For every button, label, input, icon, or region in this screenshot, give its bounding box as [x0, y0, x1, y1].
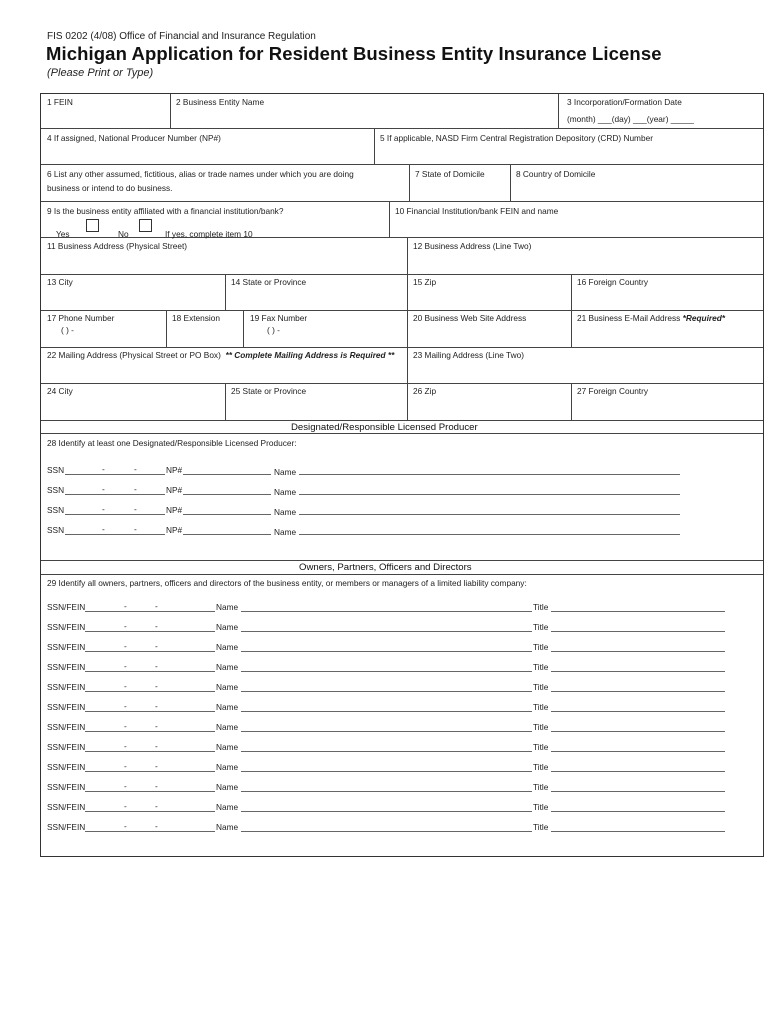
np-label: NP#	[166, 525, 183, 535]
owner-name-field[interactable]	[241, 631, 532, 632]
bank-affiliation-question: 9 Is the business entity affiliated with a financial institution/bank?	[47, 206, 284, 216]
ssn-fein-dash: -	[155, 661, 158, 671]
fax-number-format[interactable]: ( ) -	[267, 325, 280, 335]
application-form	[40, 93, 764, 857]
ssn-fein-label: SSN/FEIN	[47, 642, 86, 652]
owner-name-label: Name	[216, 722, 239, 732]
country-of-domicile-label: 8 Country of Domicile	[516, 169, 596, 179]
owner-title-field[interactable]	[551, 631, 725, 632]
owner-name-field[interactable]	[241, 751, 532, 752]
owner-name-field[interactable]	[241, 671, 532, 672]
ssn-fein-field[interactable]	[85, 791, 215, 792]
email-required-note: *Required*	[682, 313, 726, 323]
name-label: Name	[274, 487, 297, 497]
ssn-fein-label: SSN/FEIN	[47, 762, 86, 772]
ssn-fein-dash: -	[155, 601, 158, 611]
owner-name-label: Name	[216, 782, 239, 792]
ssn-fein-dash: -	[124, 781, 127, 791]
state-of-domicile-label: 7 State of Domicile	[415, 169, 485, 179]
ssn-fein-label: SSN/FEIN	[47, 702, 86, 712]
page-subtitle: (Please Print or Type)	[47, 67, 154, 79]
state-province-label: 14 State or Province	[231, 277, 307, 287]
ssn-fein-dash: -	[124, 641, 127, 651]
mailing-address-line2-label: 23 Mailing Address (Line Two)	[413, 350, 524, 360]
mailing-address-label-text: 22 Mailing Address (Physical Street or PO Box)	[47, 350, 221, 360]
owner-title-field[interactable]	[551, 771, 725, 772]
ssn-fein-dash: -	[124, 701, 127, 711]
name-field[interactable]	[299, 514, 680, 515]
no-checkbox[interactable]	[139, 219, 152, 232]
national-producer-number-label: 4 If assigned, National Producer Number (NP#)	[47, 133, 221, 143]
owner-name-label: Name	[216, 762, 239, 772]
owner-name-field[interactable]	[241, 791, 532, 792]
ssn-fein-dash: -	[155, 741, 158, 751]
owner-title-label: Title	[533, 722, 549, 732]
zip-label: 15 Zip	[413, 277, 437, 287]
foreign-country-label: 16 Foreign Country	[577, 277, 649, 287]
owner-title-label: Title	[533, 742, 549, 752]
owner-name-label: Name	[216, 602, 239, 612]
np-field[interactable]	[183, 514, 271, 515]
mailing-country-label: 27 Foreign Country	[577, 386, 649, 396]
owner-title-field[interactable]	[551, 711, 725, 712]
ssn-field[interactable]	[65, 514, 165, 515]
ssn-fein-dash: -	[155, 641, 158, 651]
ssn-dash: -	[102, 524, 105, 534]
owner-title-field[interactable]	[551, 691, 725, 692]
ssn-fein-dash: -	[124, 801, 127, 811]
owner-name-field[interactable]	[241, 611, 532, 612]
ssn-fein-dash: -	[155, 821, 158, 831]
ssn-fein-label: SSN/FEIN	[47, 682, 86, 692]
np-label: NP#	[166, 485, 183, 495]
owner-title-label: Title	[533, 602, 549, 612]
ssn-fein-label: SSN/FEIN	[47, 622, 86, 632]
city-label: 13 City	[47, 277, 73, 287]
owner-name-label: Name	[216, 702, 239, 712]
ssn-fein-label: SSN/FEIN	[47, 722, 86, 732]
ssn-fein-field[interactable]	[85, 811, 215, 812]
np-field[interactable]	[183, 474, 271, 475]
email-label-text: 21 Business E-Mail Address	[577, 313, 681, 323]
ssn-field[interactable]	[65, 494, 165, 495]
yes-label: Yes	[56, 229, 70, 239]
ssn-fein-field[interactable]	[85, 731, 215, 732]
ssn-fein-dash: -	[124, 661, 127, 671]
ssn-fein-label: SSN/FEIN	[47, 802, 86, 812]
ssn-fein-dash: -	[155, 681, 158, 691]
business-address-line2-label: 12 Business Address (Line Two)	[413, 241, 532, 251]
financial-institution-label: 10 Financial Institution/bank FEIN and name	[395, 206, 559, 216]
ssn-dash: -	[134, 524, 137, 534]
np-label: NP#	[166, 505, 183, 515]
owner-name-field[interactable]	[241, 651, 532, 652]
owner-title-label: Title	[533, 622, 549, 632]
owners-instruction: 29 Identify all owners, partners, officers and directors of the business entity, or members or managers of a limited liability company:	[47, 578, 527, 588]
owner-title-field[interactable]	[551, 671, 725, 672]
owner-name-label: Name	[216, 622, 239, 632]
ssn-fein-dash: -	[124, 721, 127, 731]
ssn-dash: -	[102, 484, 105, 494]
owner-name-field[interactable]	[241, 691, 532, 692]
ssn-fein-field[interactable]	[85, 651, 215, 652]
ssn-dash: -	[102, 504, 105, 514]
ssn-fein-dash: -	[155, 801, 158, 811]
web-site-label: 20 Business Web Site Address	[413, 313, 527, 323]
owner-title-field[interactable]	[551, 791, 725, 792]
ssn-field[interactable]	[65, 534, 165, 535]
business-entity-name-label: 2 Business Entity Name	[176, 97, 265, 107]
extension-label: 18 Extension	[172, 313, 220, 323]
np-label: NP#	[166, 465, 183, 475]
ssn-dash: -	[134, 484, 137, 494]
ssn-fein-dash: -	[124, 761, 127, 771]
fein-label: 1 FEIN	[47, 97, 73, 107]
ssn-fein-dash: -	[124, 741, 127, 751]
ssn-fein-dash: -	[124, 601, 127, 611]
ssn-fein-dash: -	[155, 721, 158, 731]
ssn-fein-field[interactable]	[85, 831, 215, 832]
owner-title-field[interactable]	[551, 611, 725, 612]
owner-title-label: Title	[533, 802, 549, 812]
owner-name-field[interactable]	[241, 731, 532, 732]
ssn-fein-label: SSN/FEIN	[47, 782, 86, 792]
ssn-fein-dash: -	[124, 681, 127, 691]
ssn-label: SSN	[47, 525, 65, 535]
form-code: FIS 0202 (4/08) Office of Financial and Insurance Regulation	[47, 31, 316, 42]
owner-title-label: Title	[533, 822, 549, 832]
ssn-dash: -	[134, 464, 137, 474]
ssn-fein-field[interactable]	[85, 751, 215, 752]
ssn-label: SSN	[47, 465, 65, 475]
owner-title-field[interactable]	[551, 751, 725, 752]
ssn-fein-field[interactable]	[85, 711, 215, 712]
ssn-fein-dash: -	[155, 781, 158, 791]
ssn-dash: -	[134, 504, 137, 514]
phone-number-format[interactable]: ( ) -	[61, 325, 74, 335]
owner-name-label: Name	[216, 742, 239, 752]
owner-name-field[interactable]	[241, 811, 532, 812]
ssn-fein-dash: -	[124, 621, 127, 631]
owner-title-label: Title	[533, 702, 549, 712]
fax-number-label: 19 Fax Number	[250, 313, 308, 323]
owner-title-label: Title	[533, 662, 549, 672]
name-label: Name	[274, 527, 297, 537]
assumed-names-label: 6 List any other assumed, fictitious, alias or trade names under which you are doing	[47, 169, 354, 179]
owner-title-field[interactable]	[551, 731, 725, 732]
producer-section-title: Designated/Responsible Licensed Producer	[291, 422, 478, 433]
owner-name-field[interactable]	[241, 711, 532, 712]
ssn-fein-label: SSN/FEIN	[47, 602, 86, 612]
mailing-state-label: 25 State or Province	[231, 386, 307, 396]
np-field[interactable]	[183, 534, 271, 535]
name-field[interactable]	[299, 534, 680, 535]
name-label: Name	[274, 467, 297, 477]
mailing-required-note: ** Complete Mailing Address is Required **	[225, 350, 395, 360]
mailing-zip-label: 26 Zip	[413, 386, 437, 396]
owner-name-label: Name	[216, 822, 239, 832]
owner-title-field[interactable]	[551, 811, 725, 812]
ssn-fein-label: SSN/FEIN	[47, 822, 86, 832]
ssn-fein-dash: -	[124, 821, 127, 831]
name-label: Name	[274, 507, 297, 517]
name-field[interactable]	[299, 494, 680, 495]
owner-name-label: Name	[216, 662, 239, 672]
assumed-names-label-line2: business or intend to do business.	[47, 183, 173, 193]
owner-name-label: Name	[216, 642, 239, 652]
ssn-fein-dash: -	[155, 761, 158, 771]
bank-note: If yes, complete item 10	[165, 229, 253, 239]
mailing-city-label: 24 City	[47, 386, 73, 396]
ssn-label: SSN	[47, 505, 65, 515]
ssn-fein-label: SSN/FEIN	[47, 742, 86, 752]
email-label	[577, 313, 725, 323]
ssn-fein-field[interactable]	[85, 671, 215, 672]
yes-checkbox[interactable]	[86, 219, 99, 232]
ssn-fein-dash: -	[155, 701, 158, 711]
page-title: Michigan Application for Resident Business Entity Insurance License	[46, 43, 662, 64]
no-label: No	[118, 229, 129, 239]
ssn-label: SSN	[47, 485, 65, 495]
producer-instruction: 28 Identify at least one Designated/Responsible Licensed Producer:	[47, 438, 297, 448]
business-address-label: 11 Business Address (Physical Street)	[47, 241, 188, 251]
incorporation-date-format[interactable]: (month) ___(day) ___(year) _____	[567, 114, 694, 124]
ssn-fein-field[interactable]	[85, 771, 215, 772]
owner-name-field[interactable]	[241, 831, 532, 832]
ssn-fein-field[interactable]	[85, 611, 215, 612]
ssn-fein-field[interactable]	[85, 691, 215, 692]
ssn-fein-dash: -	[155, 621, 158, 631]
owner-title-field[interactable]	[551, 651, 725, 652]
owner-title-label: Title	[533, 782, 549, 792]
owner-name-label: Name	[216, 682, 239, 692]
ssn-dash: -	[102, 464, 105, 474]
ssn-field[interactable]	[65, 474, 165, 475]
owner-title-label: Title	[533, 762, 549, 772]
nasd-crd-number-label: 5 If applicable, NASD Firm Central Registration Depository (CRD) Number	[380, 133, 653, 143]
mailing-address-label	[47, 350, 394, 360]
owner-title-field[interactable]	[551, 831, 725, 832]
owner-title-label: Title	[533, 642, 549, 652]
owner-title-label: Title	[533, 682, 549, 692]
incorporation-date-label: 3 Incorporation/Formation Date	[567, 97, 682, 107]
owners-section-title: Owners, Partners, Officers and Directors	[299, 562, 472, 573]
np-field[interactable]	[183, 494, 271, 495]
ssn-fein-label: SSN/FEIN	[47, 662, 86, 672]
owner-name-field[interactable]	[241, 771, 532, 772]
phone-number-label: 17 Phone Number	[47, 313, 115, 323]
name-field[interactable]	[299, 474, 680, 475]
ssn-fein-field[interactable]	[85, 631, 215, 632]
owner-name-label: Name	[216, 802, 239, 812]
